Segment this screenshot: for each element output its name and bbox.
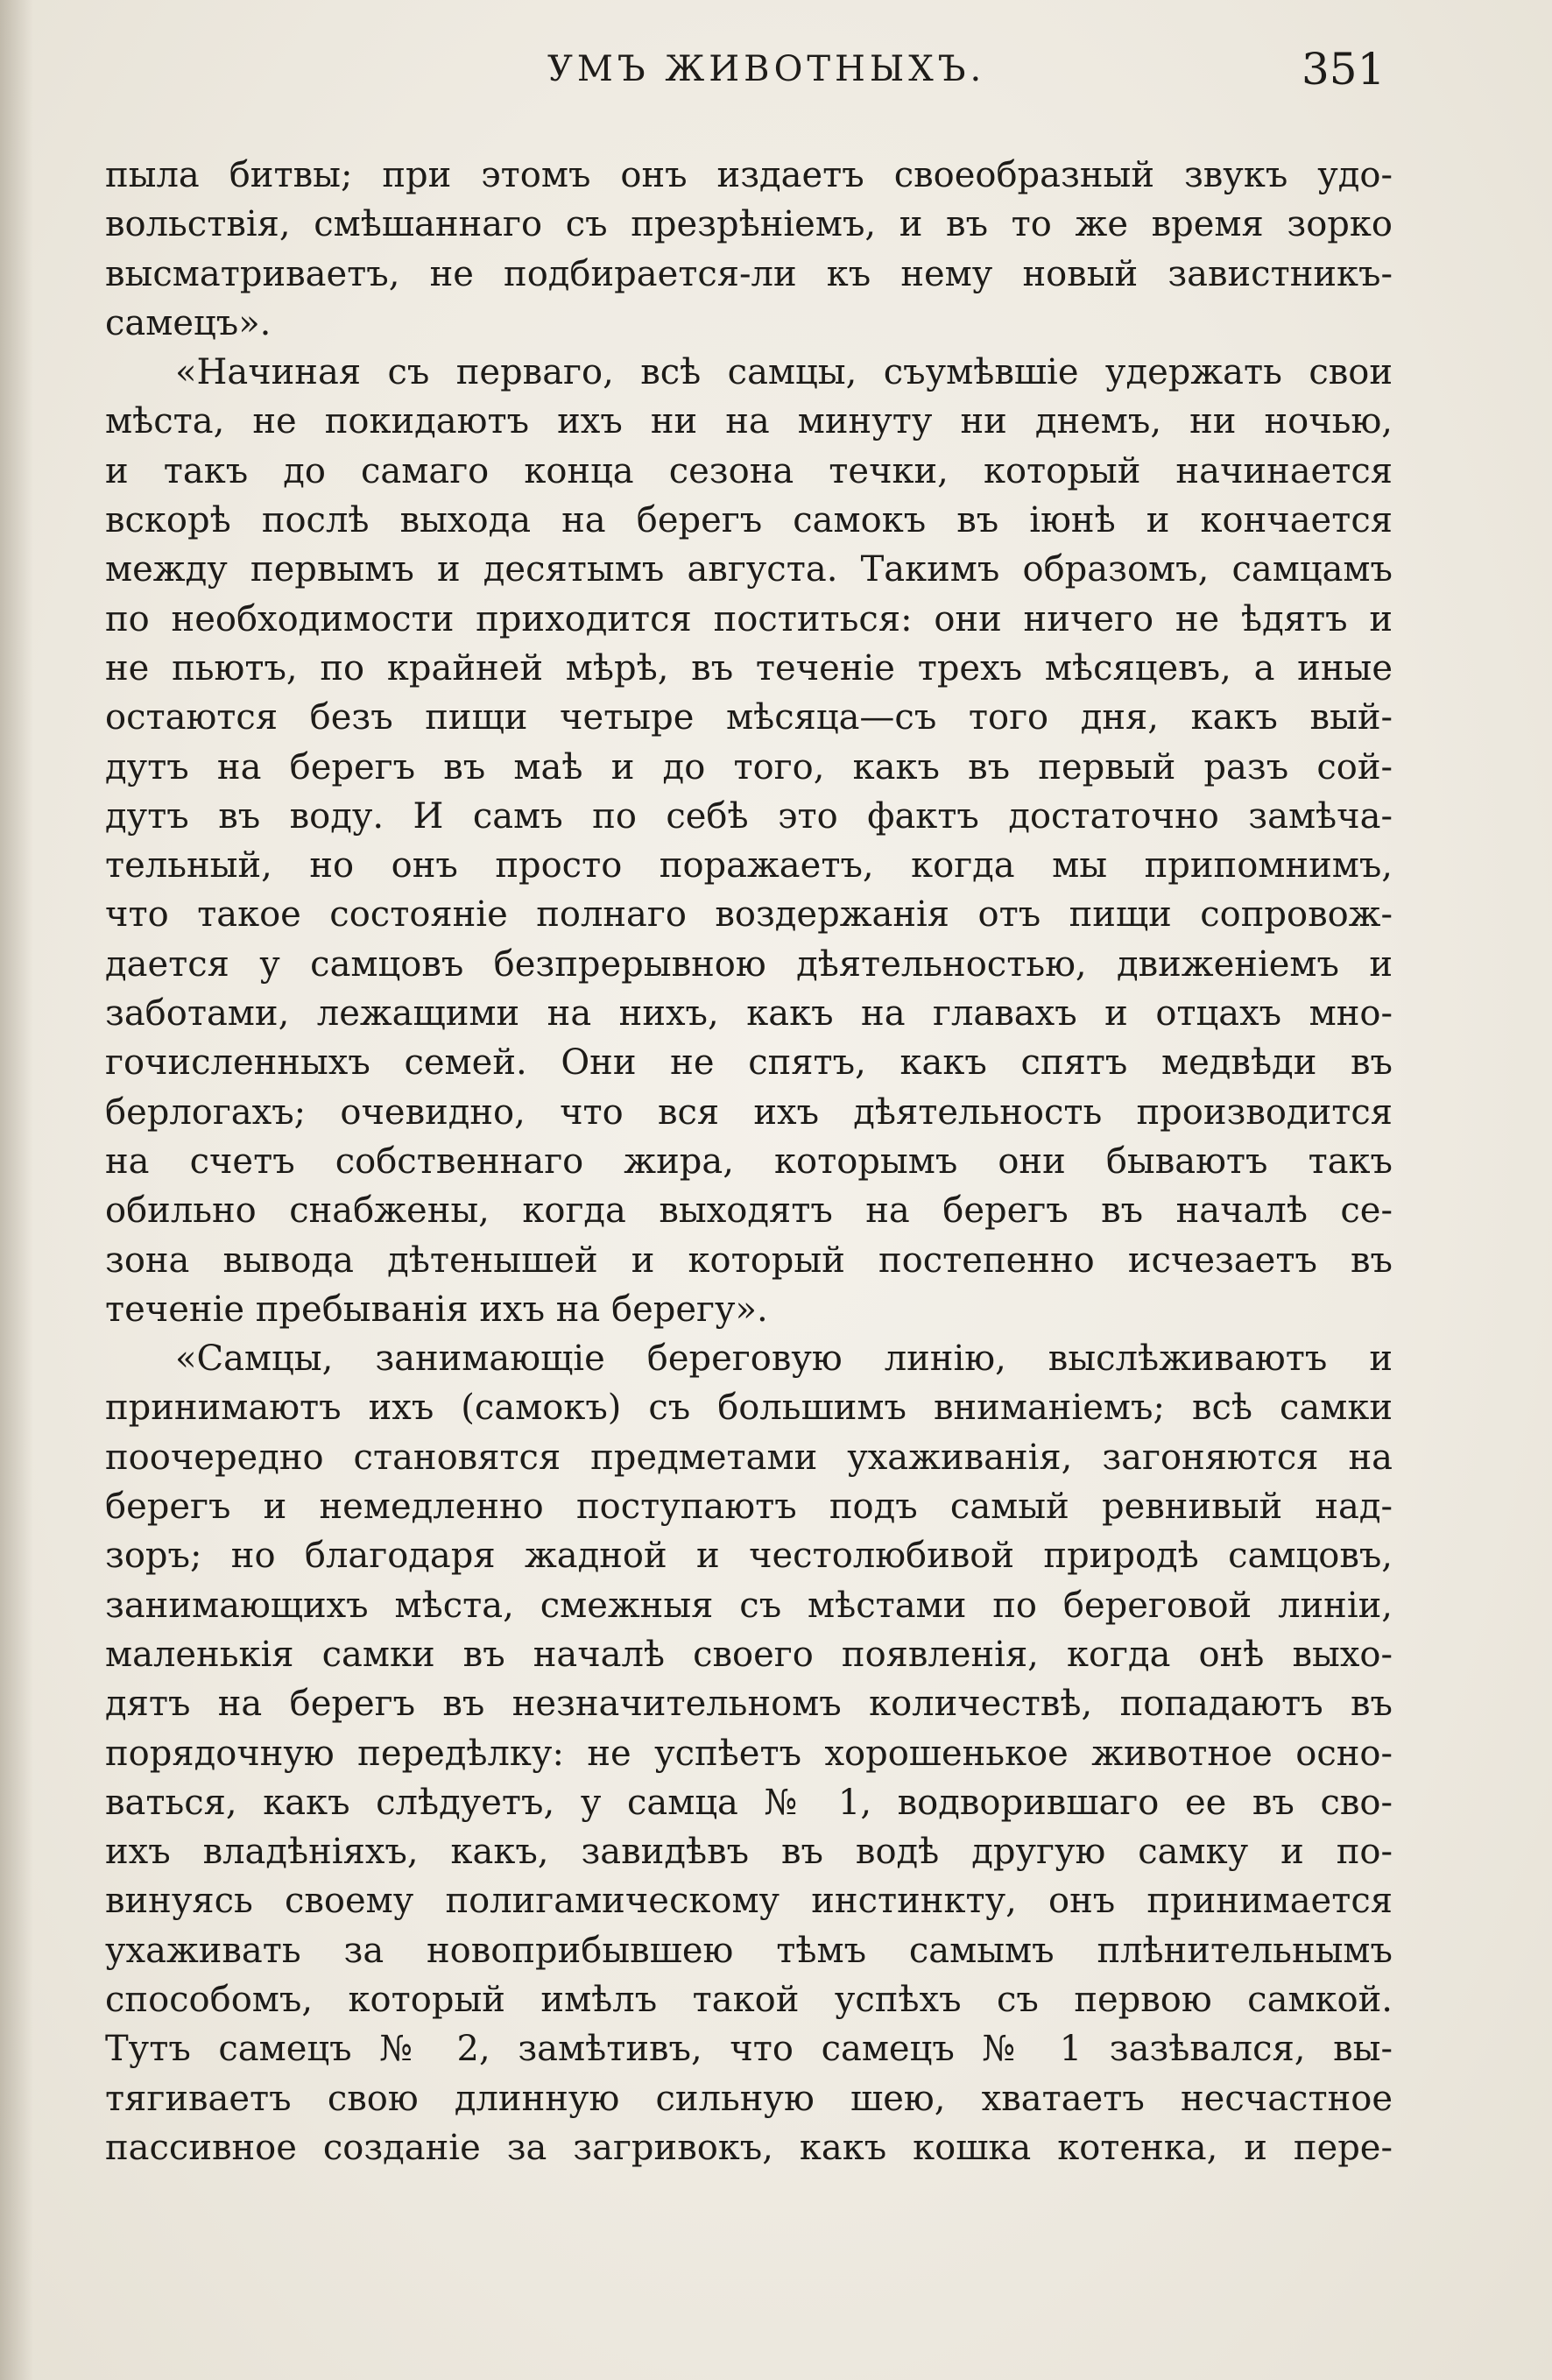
text-line: берлогахъ; очевидно, что вся ихъ дѣятельность производится: [105, 1091, 1393, 1133]
text-line: обильно снабжены, когда выходятъ на берегъ въ началѣ се-: [105, 1190, 1393, 1232]
text-line: принимаютъ ихъ (самокъ) съ большимъ вниманіемъ; всѣ самки: [105, 1388, 1393, 1429]
text-line: пыла битвы; при этомъ онъ издаетъ своеобразный звукъ удо-: [105, 155, 1393, 195]
text-line: заботами, лежащими на нихъ, какъ на главахъ и отцахъ мно-: [105, 993, 1393, 1035]
text-line: теченіе пребыванія ихъ на берегу».: [105, 1289, 768, 1330]
text-line: не пьютъ, по крайней мѣрѣ, въ теченіе трехъ мѣсяцевъ, а иные: [105, 647, 1393, 689]
text-line: вольствія, смѣшаннаго съ презрѣніемъ, и въ то же время зорко: [105, 204, 1393, 245]
text-line: зоръ; но благодаря жадной и честолюбивой природѣ самцовъ,: [105, 1536, 1393, 1577]
text-line: тельный, но онъ просто поражаетъ, когда мы припомнимъ,: [105, 845, 1393, 886]
text-line: мѣста, не покидаютъ ихъ ни на минуту ни днемъ, ни ночью,: [105, 401, 1393, 442]
text-line: поочередно становятся предметами ухаживанія, загоняются на: [105, 1437, 1393, 1478]
text-line: гочисленныхъ семей. Они не спятъ, какъ спятъ медвѣди въ: [105, 1042, 1393, 1084]
text-line: ихъ владѣніяхъ, какъ, завидѣвъ въ водѣ другую самку и по-: [105, 1832, 1393, 1873]
text-line: вскорѣ послѣ выхода на берегъ самокъ въ іюнѣ и кончается: [105, 500, 1393, 541]
text-line: остаются безъ пищи четыре мѣсяца—съ того дня, какъ вый-: [105, 697, 1393, 738]
text-line: дутъ на берегъ въ маѣ и до того, какъ въ первый разъ сой-: [105, 746, 1393, 787]
text-line: берегъ и немедленно поступаютъ подъ самый ревнивый над-: [105, 1487, 1393, 1528]
text-line: порядочную передѣлку: не успѣетъ хорошенькое животное осно-: [105, 1733, 1393, 1774]
text-line: дается у самцовъ безпрерывною дѣятельностью, движеніемъ и: [105, 943, 1393, 985]
page-number: 351: [1302, 44, 1386, 95]
text-line: ваться, какъ слѣдуетъ, у самца № 1, водворившаго ее въ сво-: [105, 1782, 1393, 1823]
text-line: «Самцы, занимающіе береговую линію, выслѣживаютъ и: [175, 1338, 1393, 1380]
text-line: и такъ до самаго конца сезона течки, который начинается: [105, 450, 1393, 491]
text-line: что такое состояніе полнаго воздержанія отъ пищи сопровож-: [105, 894, 1393, 936]
text-line: между первымъ и десятымъ августа. Такимъ образомъ, самцамъ: [105, 549, 1393, 590]
text-line: ухаживать за новоприбывшею тѣмъ самымъ плѣнительнымъ: [105, 1930, 1393, 1971]
text-line: «Начиная съ перваго, всѣ самцы, съумѣвшіе удержать свои: [175, 352, 1393, 393]
body-text: [105, 151, 1393, 2172]
text-line: высматриваетъ, не подбирается-ли къ нему новый завистникъ-: [105, 253, 1393, 294]
text-line: дутъ въ воду. И самъ по себѣ это фактъ достаточно замѣча-: [105, 795, 1393, 837]
text-line: способомъ, который имѣлъ такой успѣхъ съ первою самкой.: [105, 1979, 1393, 2020]
text-line: пассивное созданіе за загривокъ, какъ кошка котенка, и пере-: [105, 2127, 1393, 2168]
text-line: тягиваетъ свою длинную сильную шею, хватаетъ несчастное: [105, 2078, 1393, 2119]
text-line: по необходимости приходится поститься: они ничего не ѣдятъ и: [105, 598, 1393, 639]
text-line: винуясь своему полигамическому инстинкту, онъ принимается: [105, 1881, 1393, 1922]
text-line: занимающихъ мѣста, смежныя съ мѣстами по береговой линіи,: [105, 1585, 1393, 1626]
running-head: УМЪ ЖИВОТНЫХЪ.: [547, 49, 986, 89]
text-line: Тутъ самецъ № 2, замѣтивъ, что самецъ № 1 зазѣвался, вы-: [105, 2029, 1393, 2070]
text-line: зона вывода дѣтенышей и который постепенно исчезаетъ въ: [105, 1239, 1393, 1281]
text-line: на счетъ собственнаго жира, которымъ они бываютъ такъ: [105, 1141, 1393, 1182]
text-line: дятъ на берегъ въ незначительномъ количествѣ, попадаютъ въ: [105, 1684, 1393, 1725]
text-line: самецъ».: [105, 302, 272, 343]
text-line: маленькія самки въ началѣ своего появленія, когда онѣ выхо-: [105, 1634, 1393, 1675]
